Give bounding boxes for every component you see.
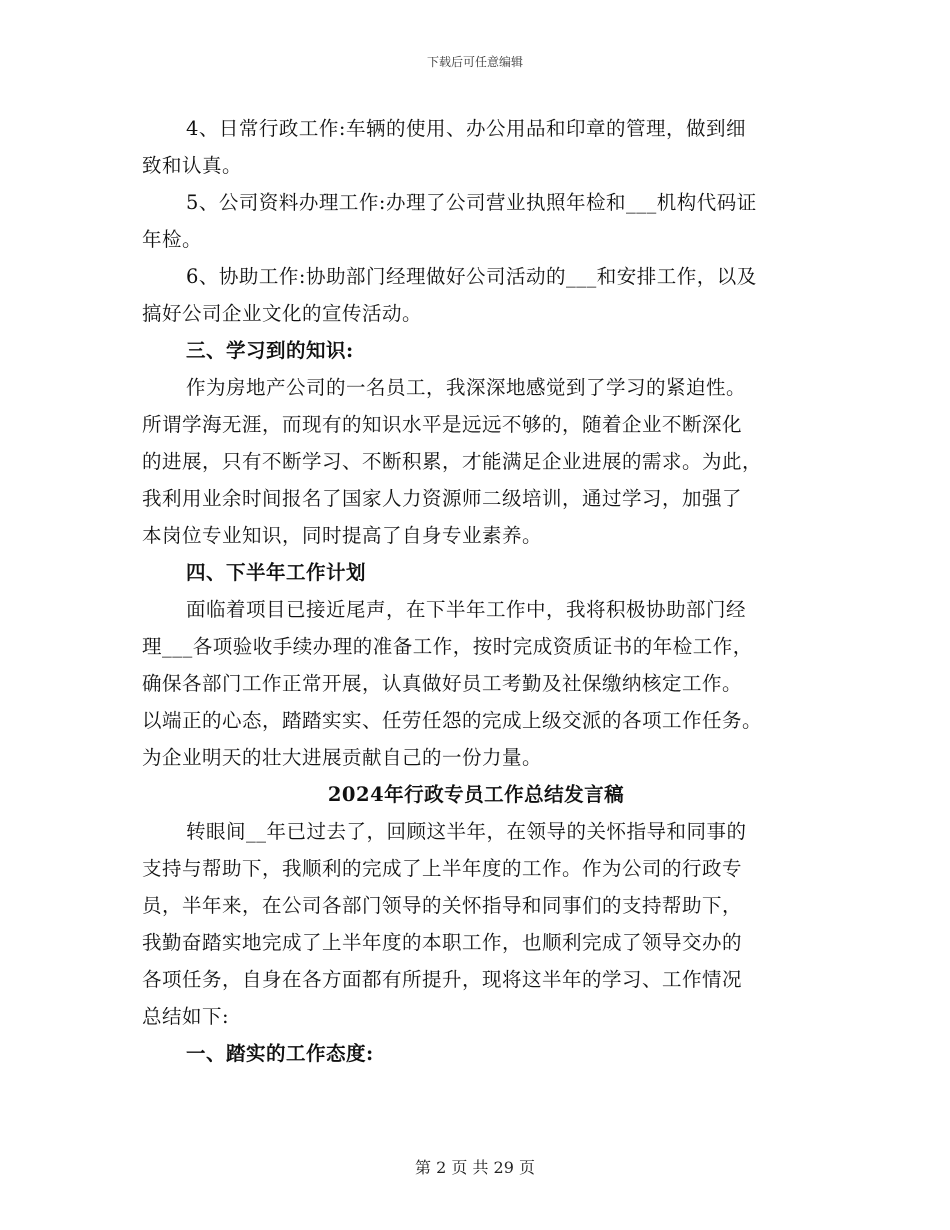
- list-item-assist-work: 6、协助工作:协助部门经理做好公司活动的___和安排工作，以及: [186, 265, 757, 288]
- paragraph-line: 作为房地产公司的一名员工，我深深地感觉到了学习的紧迫性。: [186, 376, 747, 399]
- paragraph-line: 为企业明天的壮大进展贡献自己的一份力量。: [142, 746, 543, 769]
- paragraph-line: 支持与帮助下，我顺利的完成了上半年度的工作。作为公司的行政专: [142, 857, 743, 880]
- paragraph-line: 理___各项验收手续办理的准备工作，按时完成资质证书的年检工作，: [142, 635, 753, 658]
- paragraph-line: 各项任务，自身在各方面都有所提升，现将这半年的学习、工作情况: [142, 968, 743, 991]
- list-item-daily-admin-cont: 致和认真。: [142, 154, 243, 177]
- list-item-company-docs: 5、公司资料办理工作:办理了公司营业执照年检和___机构代码证: [186, 191, 757, 214]
- paragraph-line: 所谓学海无涯，而现有的知识水平是远远不够的，随着企业不断深化: [142, 413, 743, 436]
- list-item-assist-work-cont: 搞好公司企业文化的宣传活动。: [142, 302, 423, 325]
- header-note: 下载后可任意编辑: [426, 55, 523, 69]
- paragraph-line: 转眼间__年已过去了，回顾这半年，在领导的关怀指导和同事的: [186, 820, 747, 843]
- list-item-company-docs-cont: 年检。: [142, 228, 203, 251]
- document-body: [142, 110, 810, 1072]
- paragraph-line: 确保各部门工作正常开展，认真做好员工考勤及社保缴纳核定工作。: [142, 672, 743, 695]
- paragraph-line: 的进展，只有不断学习、不断积累，才能满足企业进展的需求。为此，: [142, 450, 763, 473]
- paragraph-line: 我勤奋踏实地完成了上半年度的本职工作，也顺利完成了领导交办的: [142, 931, 743, 954]
- paragraph-line: 本岗位专业知识，同时提高了自身专业素养。: [142, 524, 543, 547]
- paragraph-line: 面临着项目已接近尾声，在下半年工作中，我将积极协助部门经: [186, 598, 747, 621]
- section-heading-knowledge: 三、学习到的知识:: [186, 339, 354, 362]
- section-heading-plan: 四、下半年工作计划: [186, 561, 367, 584]
- list-item-daily-admin: 4、日常行政工作:车辆的使用、办公用品和印章的管理，做到细: [186, 117, 746, 140]
- page-number: 第 2 页 共 29 页: [415, 1158, 535, 1177]
- paragraph-line: 我利用业余时间报名了国家人力资源师二级培训，通过学习，加强了: [142, 487, 743, 510]
- paragraph-line: 员，半年来，在公司各部门领导的关怀指导和同事们的支持帮助下，: [142, 894, 743, 917]
- document-title: 2024年行政专员工作总结发言稿: [327, 783, 625, 806]
- section-heading-attitude: 一、踏实的工作态度:: [186, 1042, 374, 1065]
- paragraph-line: 总结如下:: [142, 1005, 230, 1028]
- paragraph-line: 以端正的心态，踏踏实实、任劳任怨的完成上级交派的各项工作任务。: [142, 709, 763, 732]
